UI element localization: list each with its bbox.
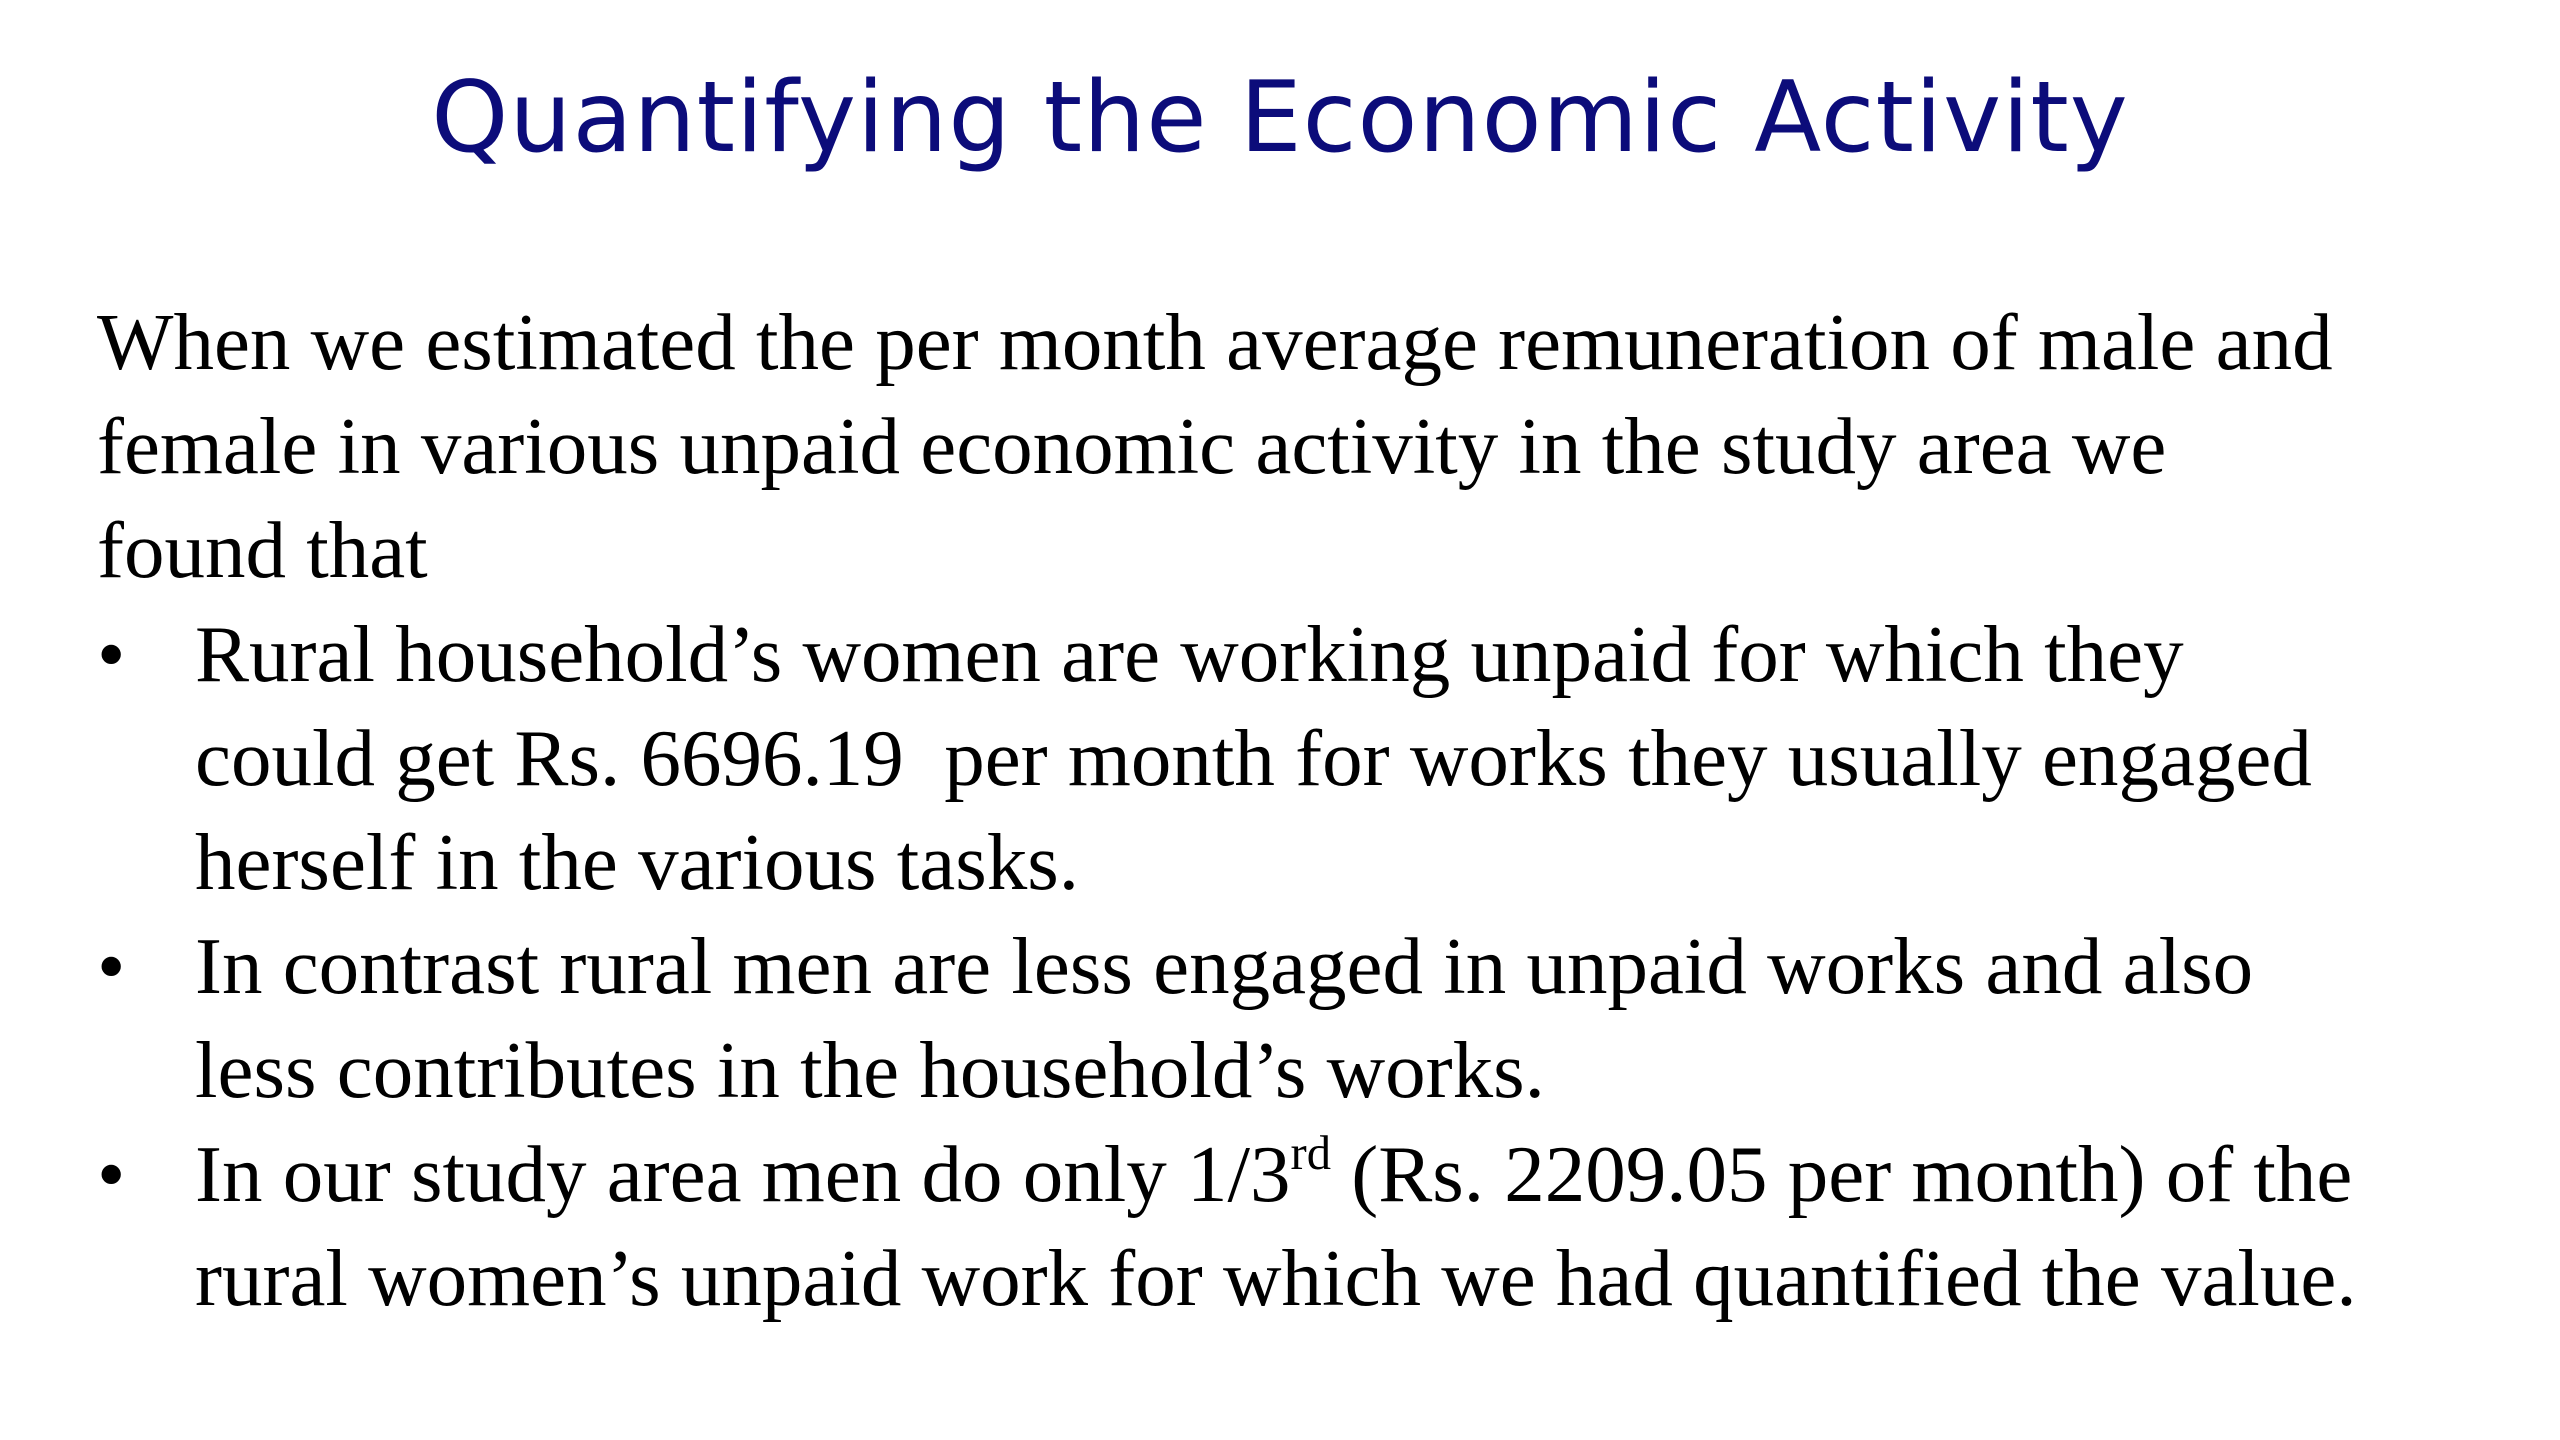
bullet-line: In contrast rural men are less engaged in unpaid works and also [195, 921, 2254, 1011]
bullet-line [195, 1122, 2517, 1226]
intro-line: female in various unpaid economic activity in the study area we [97, 401, 2167, 491]
slide-title: Quantifying the Economic Activity [431, 61, 2129, 175]
bullet-text: (Rs. 2209.05 per month) of the [1331, 1129, 2353, 1219]
intro-paragraph [97, 290, 2517, 602]
bullet-line: less contributes in the household’s works. [195, 1025, 1545, 1115]
bullet-icon: • [97, 921, 126, 1011]
bullet-line: herself in the various tasks. [195, 817, 1080, 907]
bullet-line: Rural household’s women are working unpaid for which they [195, 609, 2184, 699]
intro-line: When we estimated the per month average remuneration of male and [97, 297, 2333, 387]
ordinal-superscript: rd [1290, 1126, 1332, 1181]
bullet-icon: • [97, 1129, 126, 1219]
slide-body [97, 290, 2517, 1330]
intro-line: found that [97, 505, 428, 595]
bullet-item-women-unpaid-work [97, 602, 2517, 914]
bullet-line: could get Rs. 6696.19 per month for works they usually engaged [195, 713, 2312, 803]
bullet-list [97, 602, 2517, 1330]
bullet-text: In our study area men do only 1/3 [195, 1129, 1291, 1219]
bullet-icon: • [97, 609, 126, 699]
bullet-line: rural women’s unpaid work for which we had quantified the value. [195, 1233, 2357, 1323]
bullet-item-men-one-third [97, 1122, 2517, 1330]
bullet-item-men-less-engaged [97, 914, 2517, 1122]
